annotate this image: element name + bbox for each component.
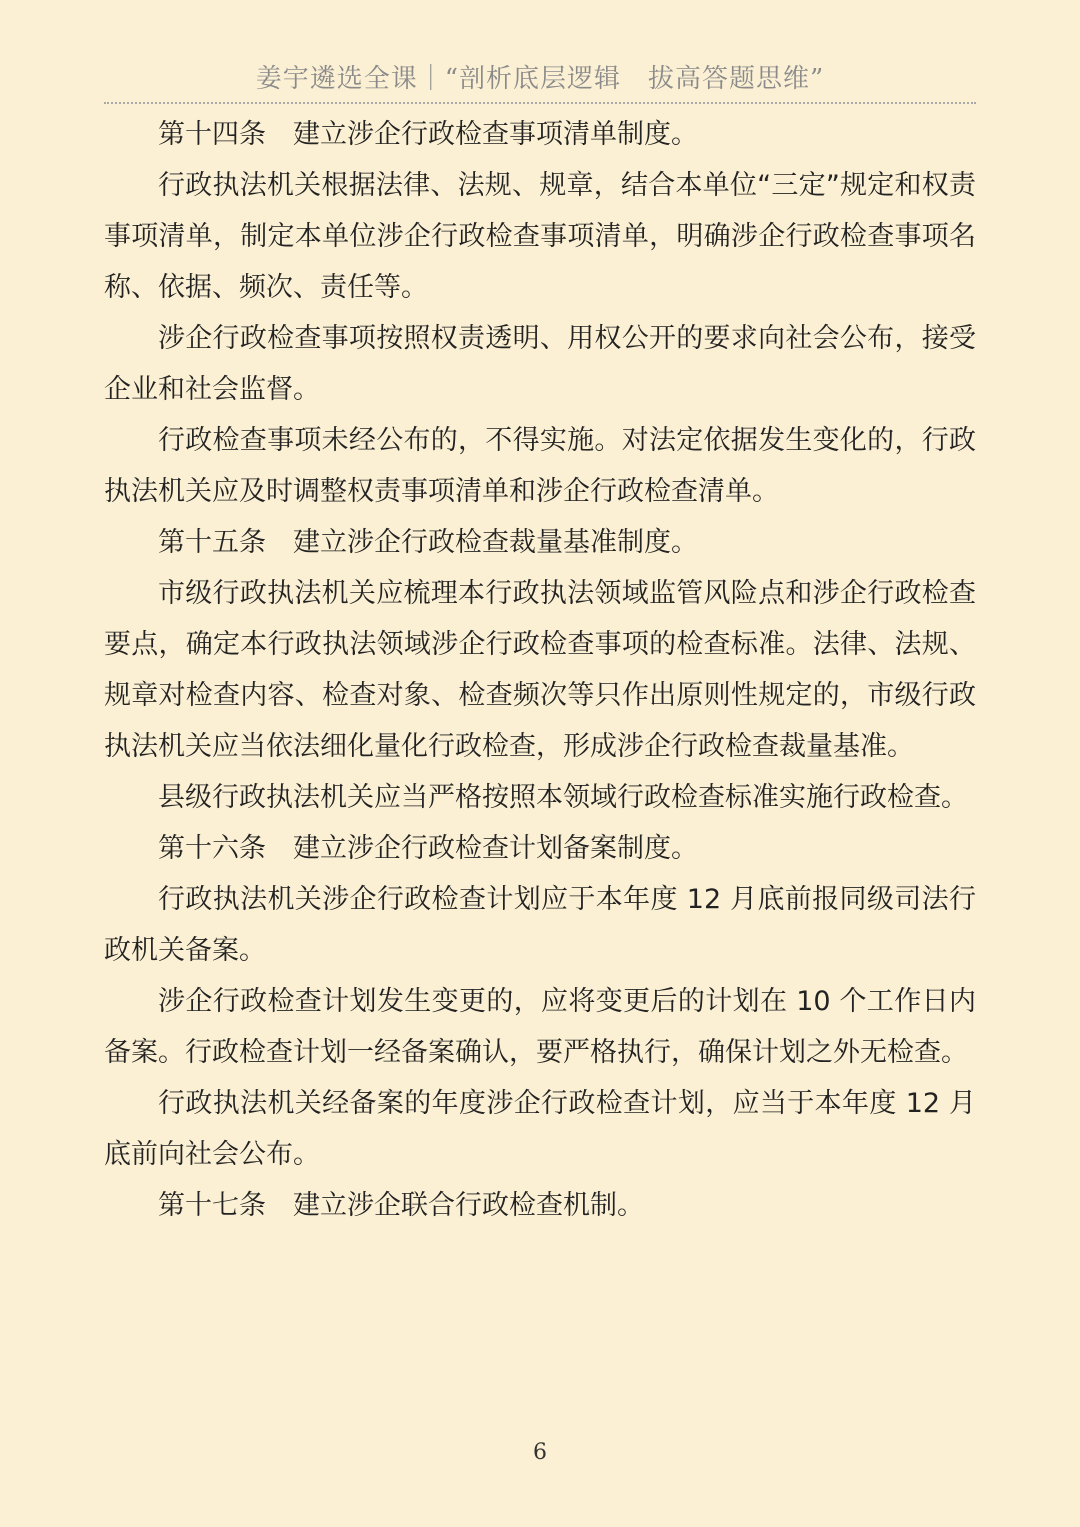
document-body [104,109,976,1231]
header-divider [104,102,976,104]
article-14-heading: 第十四条 建立涉企行政检查事项清单制度。 [158,119,698,150]
paragraph: 市级行政执法机关应梳理本行政执法领域监管风险点和涉企行政检查要点，确定本行政执法领域涉企行政检查事项的检查标准。法律、法规、规章对检查内容、检查对象、检查频次等只作出原则性规定的，市级行政执法机关应当依法细化量化行政检查，形成涉企行政检查裁量基准。 [104,578,976,762]
paragraph: 县级行政执法机关应当严格按照本领域行政检查标准实施行政检查。 [158,782,968,813]
paragraph: 涉企行政检查事项按照权责透明、用权公开的要求向社会公布，接受企业和社会监督。 [104,323,976,405]
article-15-heading: 第十五条 建立涉企行政检查裁量基准制度。 [158,527,698,558]
paragraph: 行政执法机关涉企行政检查计划应于本年度 12 月底前报同级司法行政机关备案。 [104,884,976,966]
page-number: 6 [533,1440,547,1465]
paragraph: 行政执法机关根据法律、法规、规章，结合本单位“三定”规定和权责事项清单，制定本单位涉企行政检查事项清单，明确涉企行政检查事项名称、依据、频次、责任等。 [104,170,976,303]
article-17-heading: 第十七条 建立涉企联合行政检查机制。 [158,1190,644,1221]
article-16-heading: 第十六条 建立涉企行政检查计划备案制度。 [158,833,698,864]
paragraph: 行政执法机关经备案的年度涉企行政检查计划，应当于本年度 12 月底前向社会公布。 [104,1088,976,1170]
page-header: 姜宇遴选全课｜“剖析底层逻辑 拔高答题思维” [255,64,825,94]
paragraph: 涉企行政检查计划发生变更的，应将变更后的计划在 10 个工作日内备案。行政检查计划一经备案确认，要严格执行，确保计划之外无检查。 [104,986,976,1068]
paragraph: 行政检查事项未经公布的，不得实施。对法定依据发生变化的，行政执法机关应及时调整权责事项清单和涉企行政检查清单。 [104,425,976,507]
